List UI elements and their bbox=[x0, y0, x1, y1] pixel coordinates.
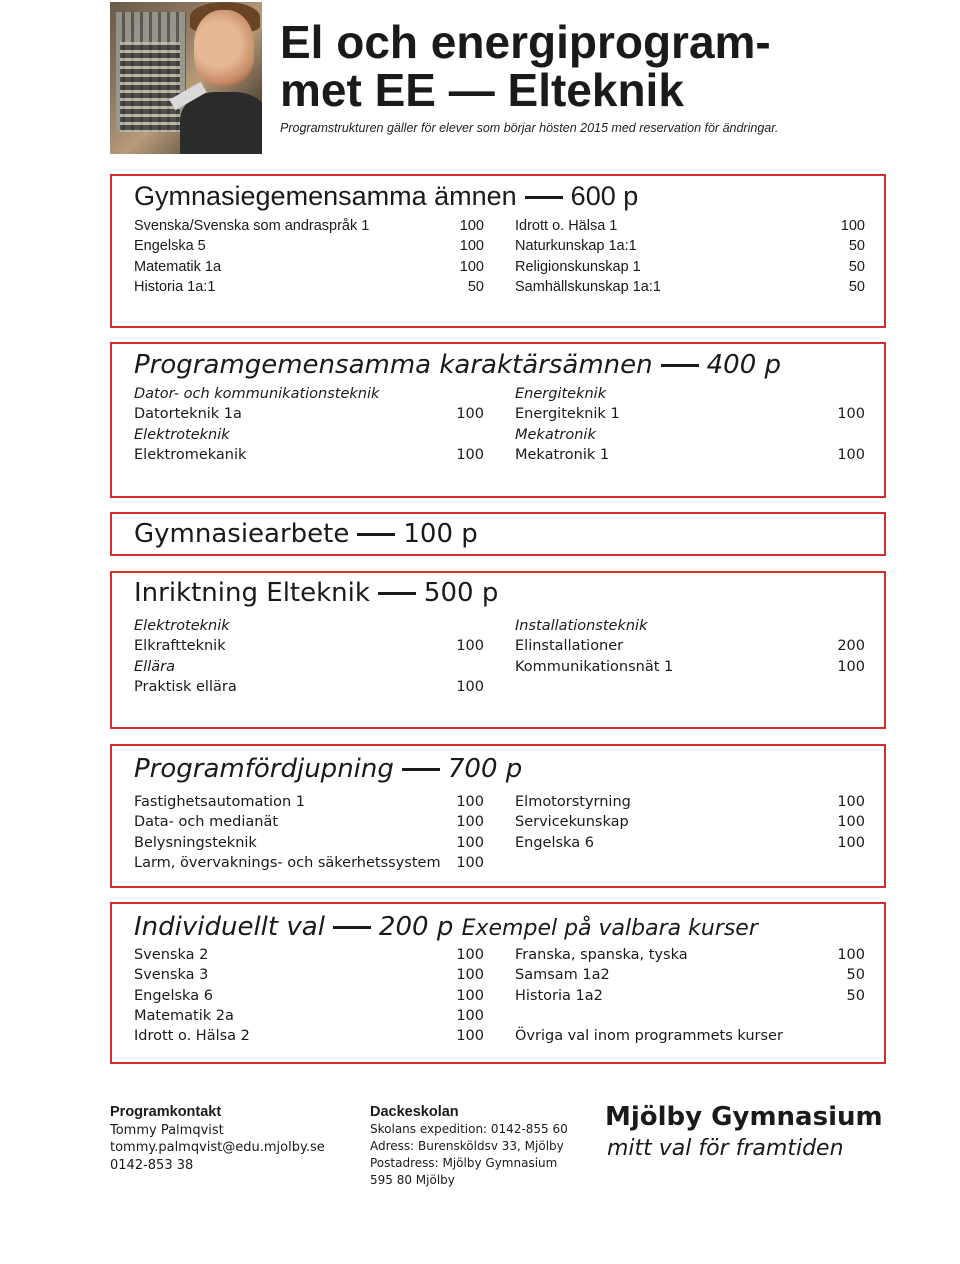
section-title bbox=[134, 912, 758, 944]
course-name: Naturkunskap 1a:1 bbox=[515, 238, 637, 255]
course-points: 50 bbox=[467, 278, 484, 295]
course-row bbox=[134, 216, 484, 236]
course-category bbox=[134, 616, 484, 636]
course-points: 100 bbox=[459, 218, 484, 234]
course-row bbox=[134, 404, 484, 424]
course-name: Mekatronik bbox=[515, 426, 596, 443]
course-points: 100 bbox=[456, 987, 484, 1004]
course-name: Elektromekanik bbox=[134, 446, 247, 463]
course-name: Data- och medianät bbox=[134, 814, 279, 831]
course-name: Historia 1a:1 bbox=[134, 278, 216, 295]
course-row bbox=[515, 986, 865, 1006]
course-name: Engelska 5 bbox=[134, 238, 206, 255]
course-points: 100 bbox=[456, 1007, 484, 1024]
course-list-right bbox=[515, 216, 865, 297]
course-points: 100 bbox=[456, 638, 484, 655]
course-name: Energiteknik bbox=[515, 386, 607, 402]
course-category bbox=[515, 425, 865, 445]
title-line-2: met EE — Elteknik bbox=[280, 64, 684, 116]
course-row bbox=[515, 1006, 865, 1026]
section-title-text: Programfördjupning bbox=[134, 754, 394, 784]
course-row bbox=[134, 277, 484, 297]
course-name: Elinstallationer bbox=[515, 638, 624, 655]
title-dash bbox=[402, 768, 440, 771]
section-title bbox=[134, 519, 478, 549]
title-dash bbox=[378, 592, 416, 595]
course-name: Samsam 1a2 bbox=[515, 967, 610, 984]
course-list-right bbox=[515, 616, 865, 677]
course-name: Matematik 2a bbox=[134, 1007, 234, 1024]
contact-name: Tommy Palmqvist bbox=[110, 1122, 224, 1138]
course-points: 50 bbox=[848, 258, 865, 275]
school-phone: Skolans expedition: 0142-855 60 bbox=[370, 1122, 568, 1136]
course-row bbox=[515, 277, 865, 297]
footer-contact-heading: Programkontakt bbox=[110, 1104, 222, 1120]
section-title-text: Gymnasiearbete bbox=[134, 519, 350, 549]
course-name: Svenska 2 bbox=[134, 947, 209, 963]
course-row bbox=[515, 236, 865, 256]
course-row bbox=[134, 636, 484, 656]
course-points: 50 bbox=[848, 238, 865, 255]
section-programgemensamma bbox=[110, 342, 886, 498]
course-name: Matematik 1a bbox=[134, 258, 222, 275]
person-face-graphic bbox=[194, 10, 254, 86]
school-postcode: 595 80 Mjölby bbox=[370, 1173, 455, 1187]
course-row bbox=[134, 1026, 484, 1046]
course-name: Energiteknik 1 bbox=[515, 406, 620, 423]
course-name: Elmotorstyrning bbox=[515, 794, 631, 810]
course-row bbox=[134, 986, 484, 1006]
course-name: Datorteknik 1a bbox=[134, 406, 242, 423]
school-logo-name: Mjölby Gymnasium bbox=[605, 1102, 883, 1132]
section-points: 500 p bbox=[423, 578, 499, 608]
course-row bbox=[515, 833, 865, 853]
course-name: Dator- och kommunikationsteknik bbox=[134, 386, 380, 402]
course-category bbox=[515, 384, 865, 404]
course-name: Svenska/Svenska som andraspråk 1 bbox=[134, 218, 370, 234]
course-name: Franska, spanska, tyska bbox=[515, 947, 688, 963]
course-row bbox=[134, 257, 484, 277]
course-name: Samhällskunskap 1a:1 bbox=[515, 278, 661, 295]
course-name: Elkraftteknik bbox=[134, 638, 226, 655]
course-name: Religionskunskap 1 bbox=[515, 258, 641, 275]
section-title-text: Programgemensamma karaktärsämnen bbox=[134, 350, 653, 380]
course-name: Idrott o. Hälsa 2 bbox=[134, 1028, 250, 1045]
section-title-text: Inriktning Elteknik bbox=[134, 578, 370, 608]
course-points: 200 bbox=[837, 638, 865, 655]
course-points: 100 bbox=[456, 406, 484, 423]
course-row bbox=[515, 257, 865, 277]
course-name: Idrott o. Hälsa 1 bbox=[515, 218, 618, 234]
course-list-left bbox=[134, 616, 484, 697]
title-dash bbox=[333, 926, 371, 929]
course-points: 100 bbox=[459, 258, 484, 275]
course-row bbox=[134, 1006, 484, 1026]
course-row bbox=[515, 812, 865, 832]
course-points: 100 bbox=[837, 406, 865, 423]
course-row bbox=[515, 945, 865, 965]
course-points: 100 bbox=[456, 947, 484, 963]
course-row bbox=[134, 792, 484, 812]
course-category bbox=[134, 657, 484, 677]
footer-school-heading: Dackeskolan bbox=[370, 1104, 459, 1120]
page-title bbox=[280, 18, 920, 114]
course-row bbox=[134, 853, 484, 873]
course-points: 100 bbox=[837, 814, 865, 831]
course-category bbox=[134, 384, 484, 404]
course-row bbox=[515, 965, 865, 985]
course-name: Övriga val inom programmets kurser bbox=[515, 1028, 783, 1045]
course-points: 50 bbox=[846, 967, 865, 984]
course-name: Historia 1a2 bbox=[515, 987, 603, 1004]
course-name: Ellära bbox=[134, 658, 175, 675]
course-name: Elektroteknik bbox=[134, 618, 230, 634]
course-points: 50 bbox=[846, 987, 865, 1004]
school-address: Adress: Burensköldsv 33, Mjölby bbox=[370, 1139, 564, 1153]
course-name: Engelska 6 bbox=[515, 834, 594, 851]
section-points: 600 p bbox=[570, 181, 639, 211]
course-points: 100 bbox=[456, 446, 484, 463]
page-subtitle: Programstrukturen gäller för elever som börjar hösten 2015 med reservation för ändringar. bbox=[280, 121, 779, 135]
section-title bbox=[134, 578, 498, 608]
section-inriktning bbox=[110, 571, 886, 729]
course-points: 100 bbox=[456, 794, 484, 810]
section-points: 200 p bbox=[378, 912, 454, 942]
course-points: 100 bbox=[837, 947, 865, 963]
course-category bbox=[515, 616, 865, 636]
course-name: Elektroteknik bbox=[134, 426, 230, 443]
course-row bbox=[515, 636, 865, 656]
school-logo-tagline: mitt val för framtiden bbox=[607, 1136, 844, 1161]
course-points: 50 bbox=[848, 278, 865, 295]
course-list-right bbox=[515, 384, 865, 465]
section-title-text: Individuellt val bbox=[134, 912, 325, 942]
course-row bbox=[515, 445, 865, 465]
section-title bbox=[134, 181, 638, 211]
header-photo bbox=[110, 2, 262, 154]
section-individuellt-val bbox=[110, 902, 886, 1064]
person-shirt-graphic bbox=[180, 92, 262, 154]
course-points: 100 bbox=[837, 658, 865, 675]
section-title bbox=[134, 754, 522, 784]
course-list-right bbox=[515, 792, 865, 853]
section-extra-note: Exempel på valbara kurser bbox=[461, 916, 758, 941]
course-row bbox=[515, 1026, 865, 1046]
section-title-text: Gymnasiegemensamma ämnen bbox=[134, 181, 517, 211]
course-name: Engelska 6 bbox=[134, 987, 213, 1004]
course-list-left bbox=[134, 945, 484, 1046]
course-name: Belysningsteknik bbox=[134, 834, 257, 851]
contact-phone: 0142-853 38 bbox=[110, 1157, 194, 1173]
course-row bbox=[134, 445, 484, 465]
section-programfordjupning bbox=[110, 744, 886, 888]
course-name: Svenska 3 bbox=[134, 967, 209, 984]
course-list-left bbox=[134, 216, 484, 297]
course-list-left bbox=[134, 792, 484, 873]
course-list-left bbox=[134, 384, 484, 465]
course-points: 100 bbox=[456, 854, 484, 871]
section-points: 700 p bbox=[447, 754, 523, 784]
section-gymnasiearbete bbox=[110, 512, 886, 556]
course-row bbox=[134, 677, 484, 697]
course-category bbox=[134, 425, 484, 445]
course-points: 100 bbox=[456, 967, 484, 984]
title-dash bbox=[357, 533, 395, 536]
course-points: 100 bbox=[837, 446, 865, 463]
course-row bbox=[515, 792, 865, 812]
course-name: Fastighetsautomation 1 bbox=[134, 794, 305, 810]
course-row bbox=[134, 812, 484, 832]
title-dash bbox=[661, 364, 699, 367]
title-dash bbox=[525, 196, 563, 199]
course-name: Kommunikationsnät 1 bbox=[515, 658, 674, 675]
section-gymnasiegemensamma bbox=[110, 174, 886, 328]
school-postal-address: Postadress: Mjölby Gymnasium bbox=[370, 1156, 558, 1170]
course-points: 100 bbox=[459, 238, 484, 255]
course-points: 100 bbox=[456, 814, 484, 831]
course-points: 100 bbox=[837, 834, 865, 851]
course-row bbox=[515, 404, 865, 424]
course-row bbox=[515, 657, 865, 677]
course-name: Mekatronik 1 bbox=[515, 446, 610, 463]
course-row bbox=[134, 833, 484, 853]
course-points: 100 bbox=[840, 218, 865, 234]
course-row bbox=[134, 236, 484, 256]
section-points: 400 p bbox=[706, 350, 782, 380]
course-name: Praktisk ellära bbox=[134, 678, 237, 695]
footer-contact bbox=[110, 1104, 325, 1174]
course-name: Larm, övervaknings- och säkerhetssystem bbox=[134, 854, 441, 871]
title-line-1: El och energiprogram- bbox=[280, 16, 771, 68]
course-points: 100 bbox=[456, 1028, 484, 1045]
section-title bbox=[134, 350, 781, 380]
course-name: Servicekunskap bbox=[515, 814, 629, 831]
course-name: Installationsteknik bbox=[515, 618, 648, 634]
course-list-right bbox=[515, 945, 865, 1046]
course-row bbox=[515, 216, 865, 236]
contact-email[interactable]: tommy.palmqvist@edu.mjolby.se bbox=[110, 1140, 325, 1155]
wires-graphic bbox=[120, 42, 180, 132]
course-points: 100 bbox=[456, 678, 484, 695]
course-points: 100 bbox=[837, 794, 865, 810]
course-row bbox=[134, 965, 484, 985]
course-points: 100 bbox=[456, 834, 484, 851]
footer-school bbox=[370, 1104, 568, 1189]
course-row bbox=[134, 945, 484, 965]
section-points: 100 p bbox=[403, 519, 478, 549]
